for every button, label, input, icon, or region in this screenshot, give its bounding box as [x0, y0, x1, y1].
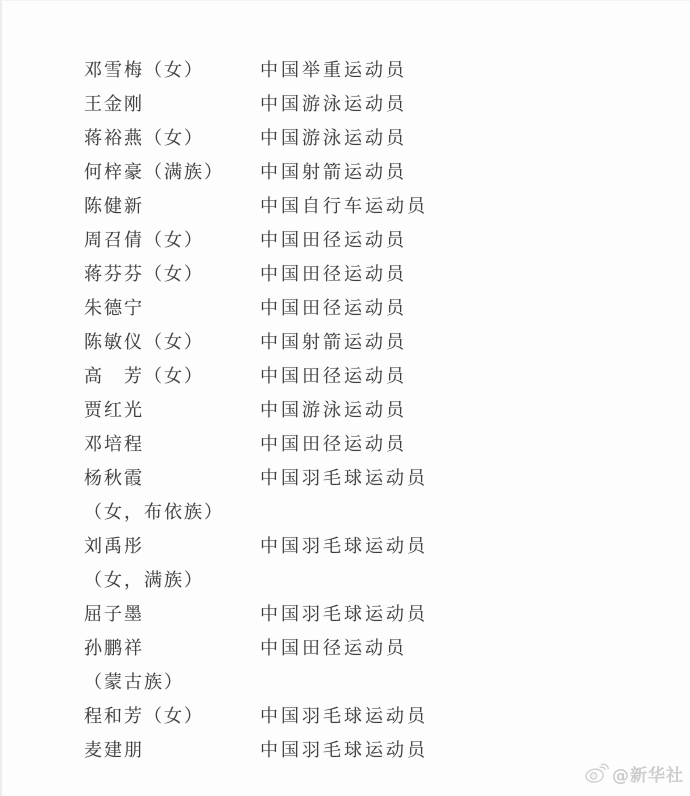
table-row: [0, 224, 690, 258]
table-row: [0, 564, 690, 598]
title-cell: 中国羽毛球运动员: [260, 740, 428, 761]
title-cell: 中国田径运动员: [260, 298, 407, 319]
name-cell: 孙鹏祥: [84, 638, 144, 659]
name-cell: 蒋芬芬（女）: [84, 264, 204, 285]
title-cell: 中国田径运动员: [260, 264, 407, 285]
table-row: [0, 88, 690, 122]
name-cell: 刘禹彤: [84, 536, 144, 557]
title-cell: 中国田径运动员: [260, 366, 407, 387]
table-row: [0, 530, 690, 564]
title-cell: 中国射箭运动员: [260, 332, 407, 353]
name-cell: 杨秋霞: [84, 468, 144, 489]
name-cell: 邓雪梅（女）: [84, 60, 204, 81]
table-row: [0, 598, 690, 632]
title-cell: 中国田径运动员: [260, 638, 407, 659]
title-cell: 中国羽毛球运动员: [260, 468, 428, 489]
table-row: [0, 258, 690, 292]
table-row: [0, 54, 690, 88]
name-cell: 周召倩（女）: [84, 230, 204, 251]
table-row: [0, 496, 690, 530]
table-row: [0, 326, 690, 360]
table-row: [0, 428, 690, 462]
table-row: [0, 462, 690, 496]
title-cell: 中国游泳运动员: [260, 94, 407, 115]
title-cell: 中国自行车运动员: [260, 196, 428, 217]
name-cell: 陈健新: [84, 196, 144, 217]
title-cell: 中国羽毛球运动员: [260, 604, 428, 625]
table-row: [0, 360, 690, 394]
watermark: [584, 761, 684, 786]
name-cell: （女，满族）: [84, 570, 204, 591]
table-row: [0, 190, 690, 224]
title-cell: 中国田径运动员: [260, 230, 407, 251]
title-cell: 中国羽毛球运动员: [260, 536, 428, 557]
title-cell: 中国羽毛球运动员: [260, 706, 428, 727]
title-cell: 中国举重运动员: [260, 60, 407, 81]
name-cell: 麦建朋: [84, 740, 144, 761]
title-cell: 中国游泳运动员: [260, 128, 407, 149]
name-cell: （女，布依族）: [84, 502, 224, 523]
name-cell: 屈子墨: [84, 604, 144, 625]
table-row: [0, 632, 690, 666]
name-cell: 朱德宁: [84, 298, 144, 319]
table-row: [0, 122, 690, 156]
athlete-list: [0, 54, 690, 768]
weibo-icon: [584, 763, 609, 784]
name-cell: 何梓豪（满族）: [84, 162, 224, 183]
name-cell: 邓培程: [84, 434, 144, 455]
name-cell: 蒋裕燕（女）: [84, 128, 204, 149]
name-cell: 陈敏仪（女）: [84, 332, 204, 353]
watermark-handle: @新华社: [612, 766, 684, 786]
table-row: [0, 156, 690, 190]
name-cell: 高 芳（女）: [84, 366, 204, 387]
title-cell: 中国射箭运动员: [260, 162, 407, 183]
title-cell: 中国田径运动员: [260, 434, 407, 455]
table-row: [0, 700, 690, 734]
table-row: [0, 666, 690, 700]
name-cell: 王金刚: [84, 94, 144, 115]
title-cell: 中国游泳运动员: [260, 400, 407, 421]
table-row: [0, 394, 690, 428]
name-cell: （蒙古族）: [84, 672, 184, 693]
name-cell: 程和芳（女）: [84, 706, 204, 727]
name-cell: 贾红光: [84, 400, 144, 421]
table-row: [0, 292, 690, 326]
